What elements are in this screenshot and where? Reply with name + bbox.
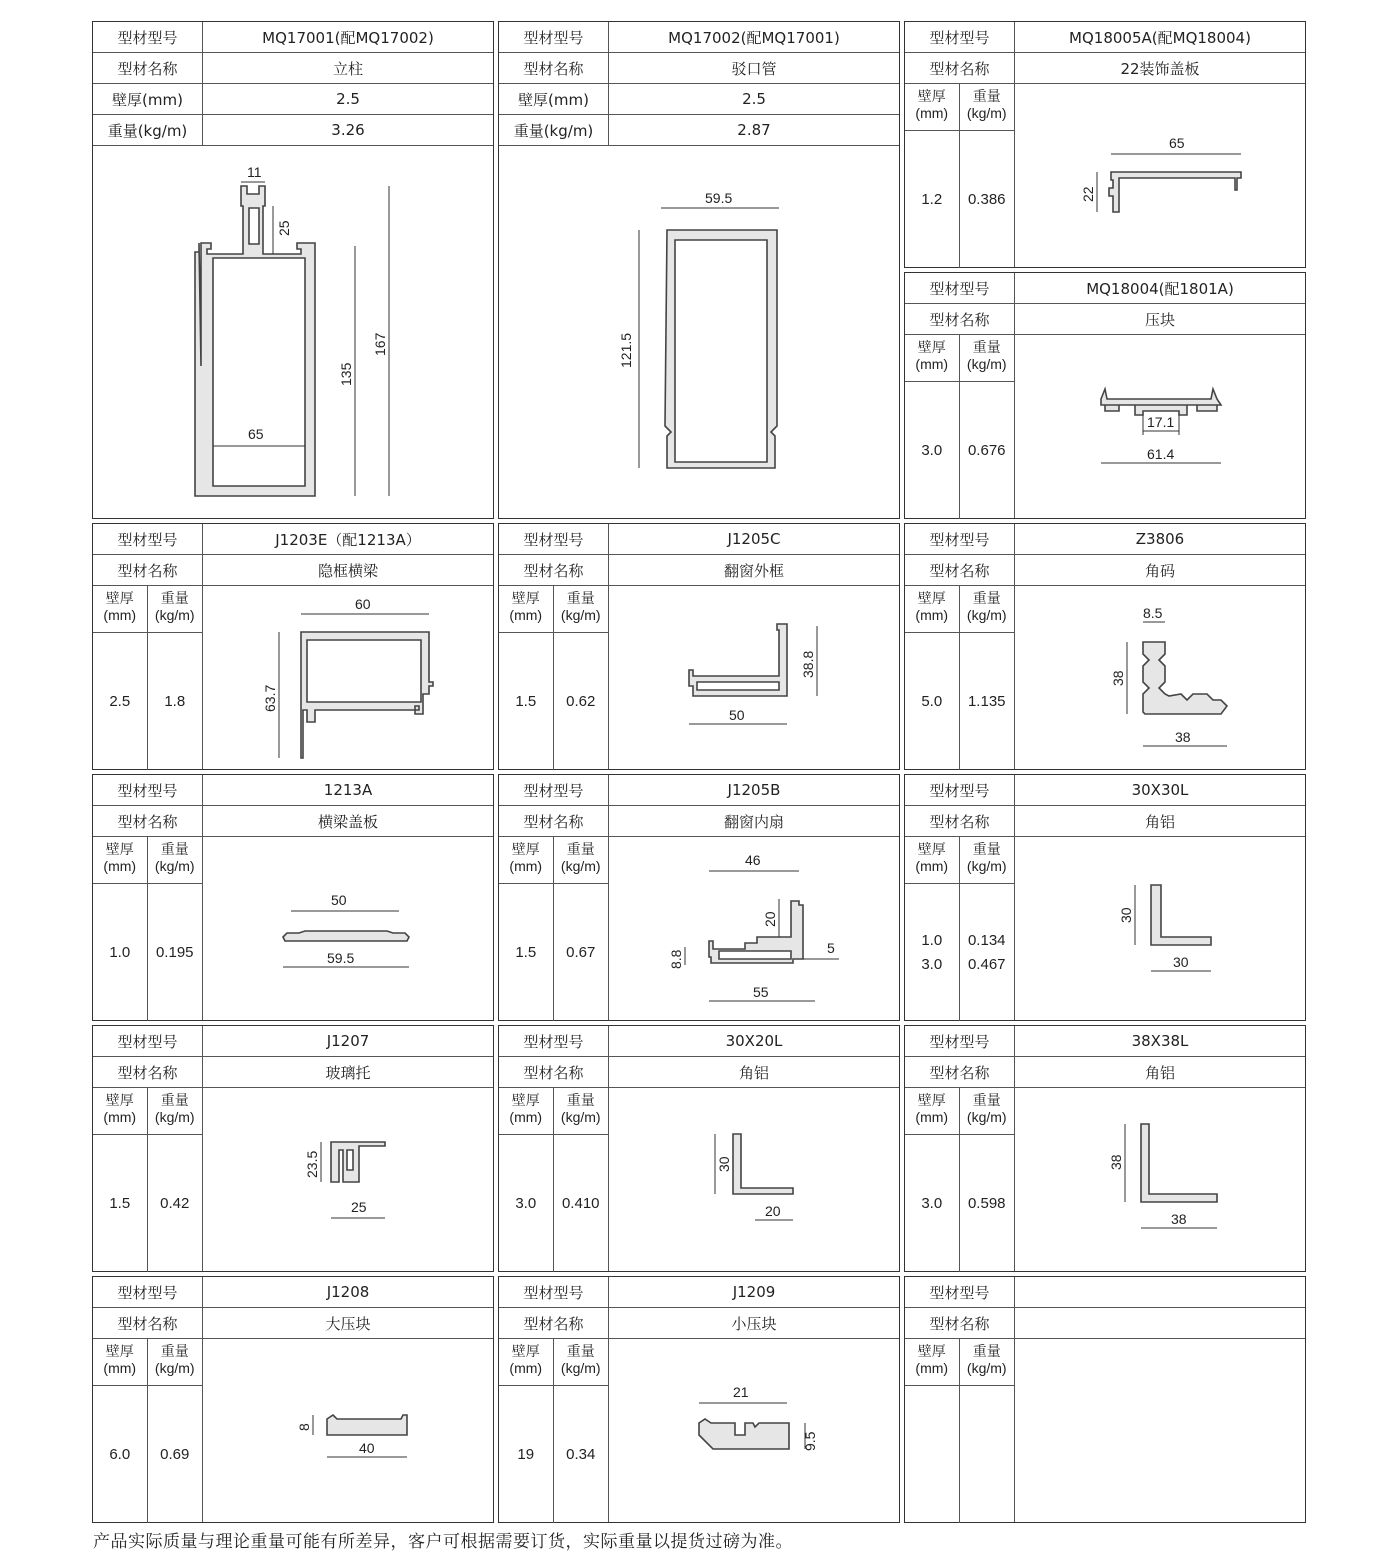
wall-unit: (mm)	[509, 1109, 543, 1125]
dim-8: 8	[296, 1423, 312, 1431]
name-value: 压块	[1015, 304, 1306, 335]
profile-card-1213a	[92, 774, 494, 1021]
wall-head: 壁厚	[511, 841, 540, 857]
weight-head: 重量	[972, 590, 1001, 606]
weight-value: 2.87	[609, 115, 900, 146]
dim-135: 135	[338, 362, 354, 386]
profile-drawing	[609, 1088, 899, 1271]
weight-value: 0.69	[160, 1446, 190, 1463]
wall-unit: (mm)	[509, 858, 543, 874]
model-label: 型材型号	[93, 1277, 203, 1308]
wall-head: 壁厚	[511, 590, 540, 606]
dim-25: 25	[351, 1199, 367, 1215]
wall-head: 壁厚	[917, 590, 946, 606]
wall-head: 壁厚	[105, 841, 134, 857]
profile-drawing	[203, 1088, 493, 1271]
profile-card-j1208	[92, 1276, 494, 1523]
model-label: 型材型号	[905, 524, 1015, 555]
wall-unit: (mm)	[915, 858, 949, 874]
weight-label: 重量(kg/m)	[93, 115, 203, 146]
profile-shape	[283, 931, 409, 941]
model-value: 30X30L	[1015, 775, 1306, 806]
wall-unit: (mm)	[915, 356, 949, 372]
weight-value: 0.386	[967, 191, 1006, 208]
dim-20: 20	[765, 1203, 781, 1219]
name-value: 隐框横梁	[203, 555, 494, 586]
dim-25: 25	[276, 220, 292, 236]
profile-drawing	[1015, 586, 1305, 769]
dim-61-4: 61.4	[1147, 446, 1175, 462]
name-value: 横梁盖板	[203, 806, 494, 837]
profile-drawing	[1015, 1088, 1305, 1271]
wall-value: 2.5	[203, 84, 494, 115]
name-value	[1015, 1308, 1306, 1339]
dim-65: 65	[1169, 135, 1185, 151]
profile-drawing	[1015, 84, 1305, 267]
weight-head: 重量	[972, 88, 1001, 104]
weight-head: 重量	[972, 339, 1001, 355]
dim-8-5: 8.5	[1143, 605, 1163, 621]
profile-shape	[709, 901, 803, 963]
dim-5: 5	[827, 940, 835, 956]
wall-unit: (mm)	[915, 1109, 949, 1125]
profile-card-30x20l	[498, 1025, 900, 1272]
name-value: 翻窗内扇	[609, 806, 900, 837]
wall-label: 壁厚(mm)	[499, 84, 609, 115]
name-label: 型材名称	[93, 555, 203, 586]
model-label: 型材型号	[499, 22, 609, 53]
weight-unit: (kg/m)	[966, 1360, 1007, 1376]
model-value: Z3806	[1015, 524, 1306, 555]
dim-50: 50	[729, 707, 745, 723]
weight-unit: (kg/m)	[966, 356, 1007, 372]
wall-value: 1.5	[93, 1135, 148, 1272]
profile-card-mq18004	[904, 272, 1306, 519]
weight-value: 0.598	[967, 1195, 1006, 1212]
wall-label: 壁厚(mm)	[93, 84, 203, 115]
profile-drawing	[609, 837, 899, 1020]
profile-drawing	[1015, 837, 1305, 1020]
wall-head: 壁厚	[917, 88, 946, 104]
weight-unit: (kg/m)	[154, 1360, 195, 1376]
name-label: 型材名称	[905, 1308, 1015, 1339]
dim-17-1: 17.1	[1147, 414, 1175, 430]
weight-unit: (kg/m)	[154, 1109, 195, 1125]
model-value: MQ17002(配MQ17001)	[609, 22, 900, 53]
model-value: 1213A	[203, 775, 494, 806]
dim-38-h: 38	[1171, 1211, 1187, 1227]
name-value: 翻窗外框	[609, 555, 900, 586]
wall-unit: (mm)	[509, 1360, 543, 1376]
profile-shape	[665, 230, 777, 468]
model-value: J1209	[609, 1277, 900, 1308]
dim-38-8: 38.8	[800, 650, 816, 678]
dim-167: 167	[372, 332, 388, 356]
model-value: 38X38L	[1015, 1026, 1306, 1057]
profile-drawing	[93, 146, 493, 518]
dim-40: 40	[359, 1440, 375, 1456]
model-label: 型材型号	[93, 775, 203, 806]
dim-38-h: 38	[1175, 729, 1191, 745]
profile-shape	[331, 1142, 385, 1182]
weight-unit: (kg/m)	[154, 607, 195, 623]
model-value: J1203E（配1213A）	[203, 524, 494, 555]
weight-value	[960, 1386, 1015, 1523]
wall-head: 壁厚	[511, 1343, 540, 1359]
model-label: 型材型号	[499, 1277, 609, 1308]
wall-value: 6.0	[93, 1386, 148, 1523]
wall-head: 壁厚	[917, 339, 946, 355]
profile-card-j1209	[498, 1276, 900, 1523]
weight-value: 0.67	[566, 944, 596, 961]
name-value: 角铝	[609, 1057, 900, 1088]
profile-drawing	[609, 1339, 899, 1522]
profile-card-empty	[904, 1276, 1306, 1523]
weight-head: 重量	[566, 590, 595, 606]
name-value: 小压块	[609, 1308, 900, 1339]
weight-value: 3.26	[203, 115, 494, 146]
model-label: 型材型号	[905, 1277, 1015, 1308]
profile-shape	[1141, 1124, 1217, 1202]
name-label: 型材名称	[905, 304, 1015, 335]
wall-value-2: 3.0	[921, 955, 943, 973]
weight-unit: (kg/m)	[560, 858, 601, 874]
wall-head: 壁厚	[105, 590, 134, 606]
name-label: 型材名称	[905, 1057, 1015, 1088]
wall-value: 1.5	[499, 884, 554, 1021]
profile-card-j1205b	[498, 774, 900, 1021]
dim-63-7: 63.7	[262, 684, 278, 712]
name-label: 型材名称	[499, 555, 609, 586]
profile-shape	[733, 1134, 793, 1194]
model-label: 型材型号	[905, 22, 1015, 53]
weight-value-2: 0.467	[967, 955, 1006, 973]
dim-59-5: 59.5	[705, 190, 733, 206]
profile-drawing	[499, 146, 899, 518]
weight-unit: (kg/m)	[560, 1109, 601, 1125]
profile-drawing	[1015, 335, 1305, 518]
weight-value: 0.42	[160, 1195, 190, 1212]
weight-unit: (kg/m)	[560, 1360, 601, 1376]
wall-unit: (mm)	[103, 1109, 137, 1125]
weight-value: 0.410	[561, 1195, 600, 1212]
model-value: J1208	[203, 1277, 494, 1308]
profile-card-30x30l	[904, 774, 1306, 1021]
weight-head: 重量	[566, 1343, 595, 1359]
name-label: 型材名称	[93, 1057, 203, 1088]
profile-shape	[1143, 642, 1227, 714]
name-label: 型材名称	[93, 806, 203, 837]
footer-note: 产品实际质量与理论重量可能有所差异，客户可根据需要订货，实际重量以提货过磅为准。	[93, 1532, 793, 1552]
weight-unit: (kg/m)	[966, 1109, 1007, 1125]
weight-unit: (kg/m)	[560, 607, 601, 623]
wall-unit: (mm)	[915, 1360, 949, 1376]
dim-55: 55	[753, 984, 769, 1000]
model-label: 型材型号	[905, 775, 1015, 806]
wall-value: 5.0	[905, 633, 960, 770]
name-label: 型材名称	[499, 1057, 609, 1088]
weight-head: 重量	[160, 841, 189, 857]
name-label: 型材名称	[905, 555, 1015, 586]
weight-value: 0.134	[967, 931, 1006, 949]
name-value: 立柱	[203, 53, 494, 84]
model-value: J1205C	[609, 524, 900, 555]
profile-shape	[1151, 885, 1211, 945]
weight-head: 重量	[972, 1343, 1001, 1359]
wall-unit: (mm)	[103, 607, 137, 623]
dim-59-5: 59.5	[327, 950, 355, 966]
weight-unit: (kg/m)	[154, 858, 195, 874]
wall-value: 1.5	[499, 633, 554, 770]
dim-38-v: 38	[1110, 670, 1126, 686]
weight-head: 重量	[566, 841, 595, 857]
weight-head: 重量	[160, 590, 189, 606]
dim-65: 65	[248, 426, 264, 442]
name-label: 型材名称	[93, 53, 203, 84]
dim-9-5: 9.5	[802, 1431, 818, 1451]
profile-shape	[689, 624, 787, 696]
profile-shape	[1101, 389, 1221, 415]
profile-drawing	[203, 1339, 493, 1522]
profile-shape	[327, 1415, 407, 1435]
name-label: 型材名称	[499, 1308, 609, 1339]
dim-50: 50	[331, 892, 347, 908]
model-value: J1207	[203, 1026, 494, 1057]
dim-21: 21	[733, 1384, 749, 1400]
model-value: 30X20L	[609, 1026, 900, 1057]
profile-card-z3806	[904, 523, 1306, 770]
profile-card-mq17002	[498, 21, 900, 519]
wall-value: 2.5	[609, 84, 900, 115]
profile-card-j1207	[92, 1025, 494, 1272]
model-value: MQ17001(配MQ17002)	[203, 22, 494, 53]
name-value: 角码	[1015, 555, 1306, 586]
dim-30-v: 30	[1118, 907, 1134, 923]
name-value: 角铝	[1015, 806, 1306, 837]
name-value: 角铝	[1015, 1057, 1306, 1088]
dim-46: 46	[745, 852, 761, 868]
weight-unit: (kg/m)	[966, 105, 1007, 121]
model-label: 型材型号	[499, 524, 609, 555]
profile-drawing	[203, 837, 493, 1020]
profile-shape	[195, 186, 315, 496]
weight-head: 重量	[972, 841, 1001, 857]
wall-value: 1.0	[93, 884, 148, 1021]
wall-head: 壁厚	[105, 1092, 134, 1108]
wall-value	[905, 1386, 960, 1523]
name-label: 型材名称	[905, 806, 1015, 837]
weight-head: 重量	[160, 1092, 189, 1108]
wall-head: 壁厚	[917, 1092, 946, 1108]
weight-head: 重量	[160, 1343, 189, 1359]
model-value	[1015, 1277, 1306, 1308]
wall-unit: (mm)	[915, 607, 949, 623]
name-label: 型材名称	[93, 1308, 203, 1339]
wall-head: 壁厚	[105, 1343, 134, 1359]
name-value: 玻璃托	[203, 1057, 494, 1088]
wall-head: 壁厚	[917, 841, 946, 857]
name-label: 型材名称	[499, 806, 609, 837]
wall-head: 壁厚	[511, 1092, 540, 1108]
profile-shape	[699, 1419, 789, 1449]
wall-unit: (mm)	[103, 858, 137, 874]
dim-8-8: 8.8	[668, 949, 684, 969]
profile-shape	[1109, 172, 1241, 212]
weight-head: 重量	[566, 1092, 595, 1108]
model-label: 型材型号	[93, 1026, 203, 1057]
model-value: MQ18005A(配MQ18004)	[1015, 22, 1306, 53]
profile-card-38x38l	[904, 1025, 1306, 1272]
dim-20: 20	[762, 911, 778, 927]
weight-unit: (kg/m)	[966, 858, 1007, 874]
model-label: 型材型号	[499, 775, 609, 806]
dim-121-5: 121.5	[618, 332, 634, 368]
name-label: 型材名称	[905, 53, 1015, 84]
wall-value: 19	[499, 1386, 554, 1523]
dim-60: 60	[355, 596, 371, 612]
weight-unit: (kg/m)	[966, 607, 1007, 623]
weight-label: 重量(kg/m)	[499, 115, 609, 146]
model-value: MQ18004(配1801A)	[1015, 273, 1306, 304]
weight-head: 重量	[972, 1092, 1001, 1108]
model-label: 型材型号	[93, 22, 203, 53]
profile-card-j1205c	[498, 523, 900, 770]
dim-30-h: 30	[1173, 954, 1189, 970]
model-label: 型材型号	[905, 273, 1015, 304]
profile-shape	[301, 632, 433, 758]
wall-value: 3.0	[905, 1135, 960, 1272]
profile-drawing	[203, 586, 493, 769]
profile-card-j1203e	[92, 523, 494, 770]
model-label: 型材型号	[93, 524, 203, 555]
profile-card-mq17001	[92, 21, 494, 519]
name-value: 22装饰盖板	[1015, 53, 1306, 84]
dim-38-v: 38	[1108, 1154, 1124, 1170]
name-value: 驳口管	[609, 53, 900, 84]
wall-unit: (mm)	[915, 105, 949, 121]
name-label: 型材名称	[499, 53, 609, 84]
wall-unit: (mm)	[509, 607, 543, 623]
weight-value: 0.62	[566, 693, 596, 710]
wall-value: 3.0	[499, 1135, 554, 1272]
profile-card-mq18005a	[904, 21, 1306, 268]
wall-value: 3.0	[905, 382, 960, 519]
dim-30: 30	[716, 1156, 732, 1172]
model-value: J1205B	[609, 775, 900, 806]
wall-unit: (mm)	[103, 1360, 137, 1376]
weight-value: 1.8	[164, 693, 186, 710]
wall-head: 壁厚	[917, 1343, 946, 1359]
weight-value: 0.195	[155, 944, 194, 961]
weight-value: 1.135	[967, 693, 1006, 710]
model-label: 型材型号	[499, 1026, 609, 1057]
weight-value: 0.676	[967, 442, 1006, 459]
wall-value: 2.5	[93, 633, 148, 770]
wall-value: 1.2	[905, 131, 960, 268]
name-value: 大压块	[203, 1308, 494, 1339]
profile-drawing	[609, 586, 899, 769]
dim-11: 11	[247, 164, 262, 180]
wall-value: 1.0	[921, 931, 943, 949]
weight-value: 0.34	[566, 1446, 596, 1463]
dim-22: 22	[1080, 186, 1096, 202]
dim-23-5: 23.5	[304, 1150, 320, 1178]
model-label: 型材型号	[905, 1026, 1015, 1057]
